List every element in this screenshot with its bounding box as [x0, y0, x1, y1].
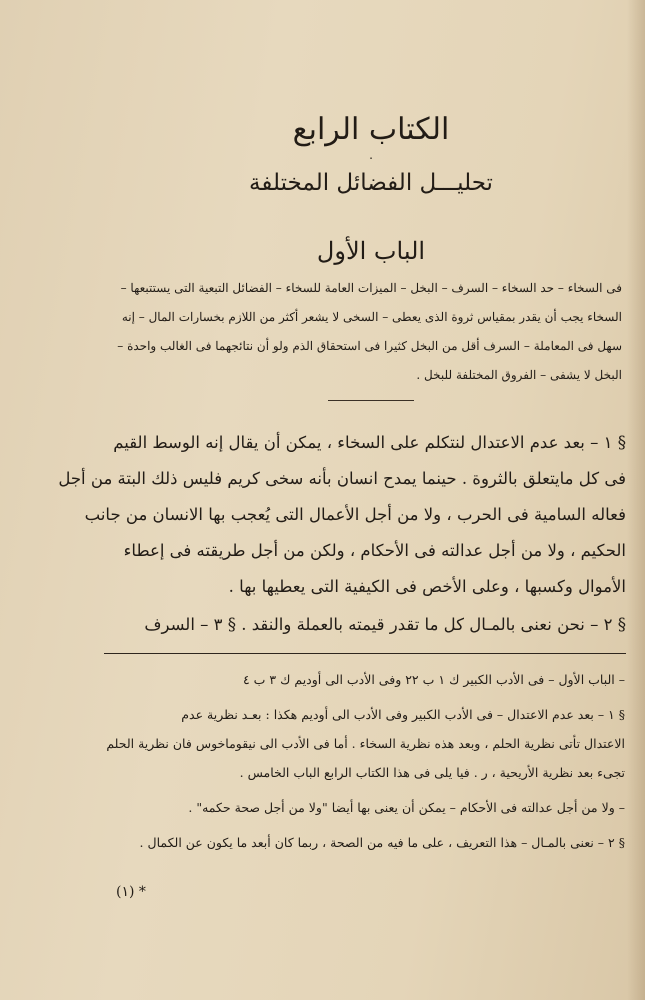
footnote-line: – ولا من أجل عدالته فى الأحكام – يمكن أن يعنى بها أيضا "ولا من أجل صحة حكمه" .: [188, 800, 625, 815]
summary-line: فى السخاء – حد السخاء – السرف – البخل – الميزات العامة للسخاء – الفضائل التبعية التى يستتبعها –: [120, 281, 622, 295]
paragraph-line: الحكيم ، ولا من أجل عدالته فى الأحكام ، ولكن من أجل طريقته فى إعطاء: [123, 541, 626, 560]
footnote-rule: [104, 653, 626, 654]
paragraph-line: فعاله السامية فى الحرب ، ولا من أجل الأعمال التى يُعجب بها الانسان من جانب: [84, 505, 626, 524]
book-title: الكتاب الرابع: [292, 112, 450, 147]
summary-line: البخل لا يشفى – الفروق المختلفة للبخل .: [416, 368, 622, 382]
section-divider: [328, 400, 414, 401]
chapter-summary: [116, 274, 626, 390]
footnote-line: تجىء بعد نظرية الأريحية ، ر . فيا يلى فى هذا الكتاب الرابع الباب الخامس .: [239, 765, 625, 780]
page-edge-shadow: [627, 0, 645, 1000]
paragraph-line: § ١ – بعد عدم الاعتدال لنتكلم على السخاء ، يمكن أن يقال إنه الوسط القيم: [113, 433, 626, 452]
page-body: [58, 100, 626, 643]
main-text: [58, 425, 626, 643]
chapter-title: الباب الأول: [316, 237, 426, 265]
summary-line: السخاء يجب أن يقدر بمقياس ثروة الذى يعطى – السخى لا يشعر أكثر من اللازم بخسارات المال – إنه: [121, 310, 622, 324]
footnote-line: الاعتدال تأتى نظرية الحلم ، وبعد هذه نظرية السخاء . أما فى الأدب الى نيقوماخوس فان نظرية الحلم: [106, 736, 625, 751]
footnote-line: – الباب الأول – فى الأدب الكبير ك ١ ب ٢٢ وفى الأدب الى أوديم ك ٣ ب ٤: [242, 672, 625, 687]
footnote-line: § ٢ – نعنى بالمـال – هذا التعريف ، على ما فيه من الصحة ، ربما كان أبعد ما يكون عن الكمال .: [139, 835, 625, 850]
footnote-line: § ١ – بعد عدم الاعتدال – فى الأدب الكبير وفى الأدب الى أوديم هكذا : بعـد نظرية عدم: [181, 707, 625, 722]
paragraph-line: الأموال وكسبها ، وعلى الأخص فى الكيفية التى يعطيها بها .: [228, 577, 626, 596]
paragraph-line: § ٢ – نحن نعنى بالمـال كل ما تقدر قيمته بالعملة والنقد . § ٣ – السرف: [144, 615, 626, 634]
paragraph-line: فى كل مايتعلق بالثروة . حينما يمدح انسان بأنه سخى كريم فليس ذلك البتة من أجل: [58, 469, 626, 488]
page-number: (١) *: [116, 884, 146, 900]
summary-line: سهل فى المعاملة – السرف أقل من البخل كثيرا فى استحقاق الذم ولو أن نتائجهما فى الغالب واحدة –: [117, 339, 622, 353]
title-ornament: .: [369, 148, 373, 162]
footnotes: [106, 665, 625, 857]
book-subtitle: تحليـــل الفضائل المختلفة: [249, 170, 493, 196]
